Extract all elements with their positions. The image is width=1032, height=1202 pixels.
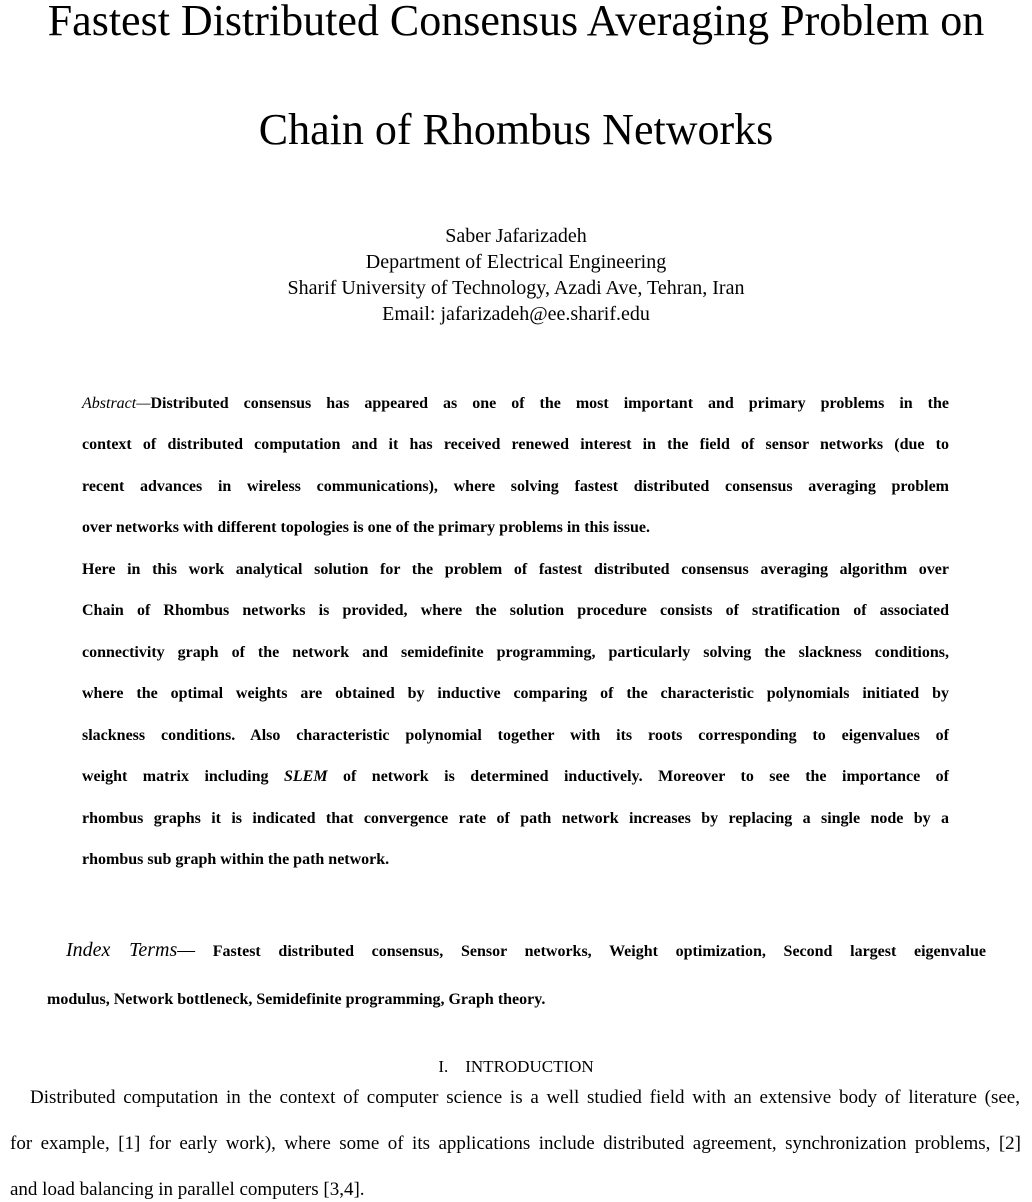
index-terms-text: Fastest distributed consensus, Sensor networks, Weight optimization, Second largest eigenvalue [195, 943, 987, 960]
abstract-line: connectivity graph of the network and semidefinite programming, particularly solving the slackness conditions, [82, 644, 949, 661]
section-title-initial: I [465, 1057, 471, 1076]
intro-line-1: Distributed computation in the context of computer science is a well studied field with an extensive body of literature (see, [30, 1087, 1020, 1108]
index-terms-line-1 [66, 939, 986, 963]
abstract-line: Chain of Rhombus networks is provided, where the solution procedure consists of stratification of associated [82, 602, 949, 619]
author-name: Saber Jafarizadeh [445, 225, 587, 247]
abstract-line: where the optimal weights are obtained by inductive comparing of the characteristic polynomials initiated by [82, 685, 949, 702]
section-heading-introduction [0, 1056, 1032, 1078]
section-title-rest: NTRODUCTION [470, 1057, 594, 1076]
author-affiliation: Sharif University of Technology, Azadi Ave, Tehran, Iran [287, 277, 745, 299]
abstract-line: rhombus graphs it is indicated that convergence rate of path network increases by replacing a single node by a [82, 810, 949, 827]
abstract-text: of network is determined inductively. Moreover to see the importance of [327, 768, 950, 785]
abstract-line: Here in this work analytical solution for the problem of fastest distributed consensus averaging algorithm over [82, 561, 949, 578]
abstract-label: Abstract [82, 395, 137, 412]
abstract-line: slackness conditions. Also characteristic polynomial together with its roots corresponding to eigenvalues of [82, 727, 949, 744]
abstract-line: context of distributed computation and it has received renewed interest in the field of sensor networks (due to [82, 436, 949, 453]
abstract-line: over networks with different topologies is one of the primary problems in this issue. [82, 519, 650, 536]
index-terms-label: Index Terms [66, 939, 178, 961]
abstract-line [82, 767, 949, 787]
abstract-dash: — [136, 395, 151, 412]
abstract-slem-term: SLEM [283, 768, 328, 785]
abstract-line: rhombus sub graph within the path network. [82, 851, 390, 868]
author-email: Email: jafarizadeh@ee.sharif.edu [382, 303, 650, 325]
abstract-text: Distributed consensus has appeared as one of the most important and primary problems in the [150, 395, 949, 412]
intro-line-2: for example, [1] for early work), where some of its applications include distributed agreement, synchronization problems, [2] [10, 1133, 1021, 1154]
intro-line-3: and load balancing in parallel computers [3,4]. [10, 1179, 365, 1200]
section-number: I. [438, 1057, 449, 1076]
abstract-text: weight matrix including [82, 768, 284, 785]
index-terms-line-2: modulus, Network bottleneck, Semidefinite programming, Graph theory. [47, 991, 546, 1008]
abstract-line [82, 394, 949, 414]
paper-title-line-1: Fastest Distributed Consensus Averaging Problem on [47, 0, 985, 45]
abstract-line: recent advances in wireless communications), where solving fastest distributed consensus averaging problem [82, 478, 949, 495]
index-terms-dash: — [177, 939, 196, 961]
paper-title-line-2: Chain of Rhombus Networks [258, 105, 774, 154]
author-department: Department of Electrical Engineering [365, 251, 667, 273]
